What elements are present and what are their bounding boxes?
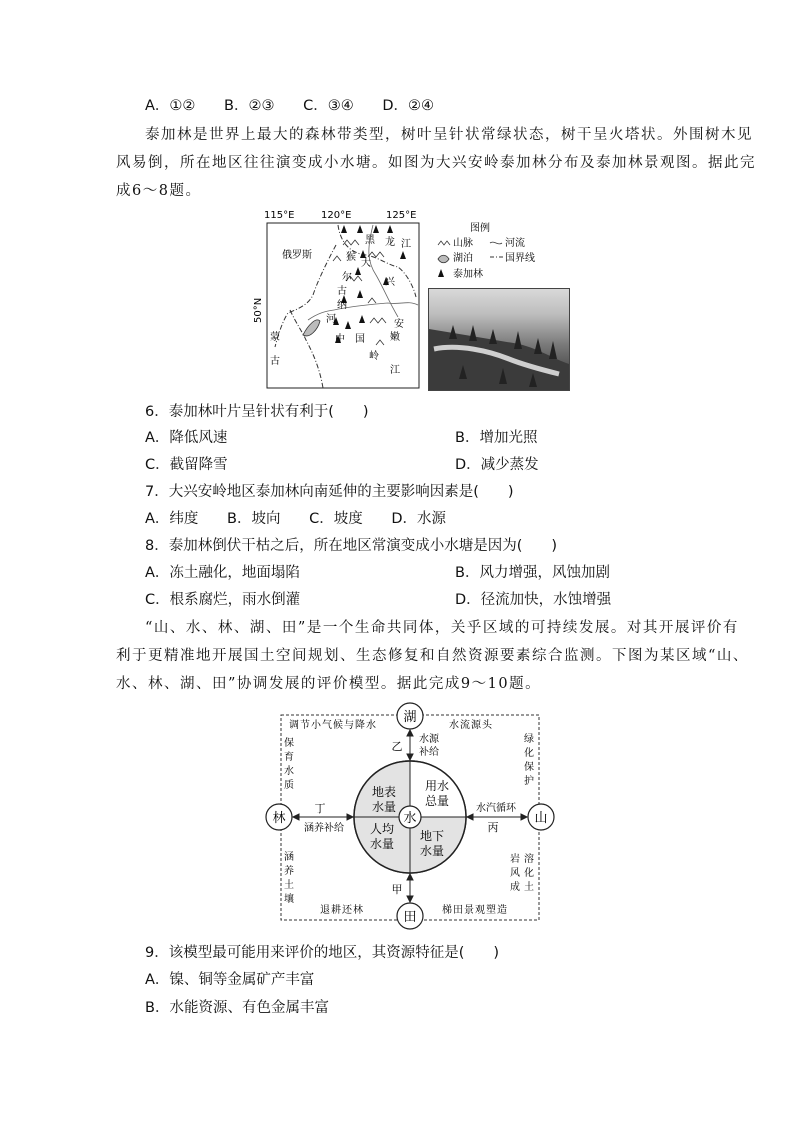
q8-stem: 8．泰加林倒伏干枯之后，所在地区常演变成小水塘是因为( ): [145, 538, 558, 554]
intro1-line3: 成6～8题。: [116, 183, 202, 199]
q6-option-d[interactable]: D．减少蒸发: [455, 457, 539, 473]
svg-text:土: 土: [524, 882, 534, 893]
heilong-char-1: 黑: [365, 235, 375, 246]
water-supply-line2: 补给: [419, 747, 439, 758]
intro2-line1: “山、水、林、湖、田”是一个生命共同体，关乎区域的可持续发展。对其开展评价有: [145, 620, 739, 636]
taiga-landscape-photo: [428, 288, 570, 391]
svg-text:涵: 涵: [284, 852, 294, 863]
q5-options: [145, 96, 458, 116]
climate-regulation-label: 调节小气候与降水: [289, 720, 377, 731]
groundwater-line1: 地下: [419, 829, 445, 843]
guo-char: 猴: [346, 252, 356, 263]
left-upper-vertical: [284, 736, 294, 791]
intro1-line2: 风易倒，所在地区往往演变成小水塘。如图为大兴安岭泰加林分布及泰加林景观图。据此完: [116, 155, 756, 171]
gu2-char: 古: [270, 356, 280, 367]
q7-stem: 7．大兴安岭地区泰加林向南延伸的主要影响因素是( ): [145, 484, 514, 500]
q7-option-b[interactable]: B．坡向: [227, 511, 281, 527]
total-use-line2: 总量: [424, 794, 450, 808]
q5-option-d[interactable]: D．②④: [382, 98, 434, 114]
gu-char: 古: [337, 286, 347, 297]
heilong-char-2: 龙: [385, 237, 395, 248]
lon-115-label: 115°E: [264, 210, 295, 221]
svg-text:化: 化: [524, 748, 534, 759]
q6-option-c[interactable]: C．截留降雪: [145, 457, 228, 473]
svg-text:溶: 溶: [524, 854, 534, 865]
svg-text:保: 保: [284, 738, 294, 749]
ding-label: 丁: [314, 802, 326, 815]
mountain-label: 山: [534, 811, 548, 826]
water-source-label: 水流源头: [449, 720, 493, 731]
an-char-1: 安: [394, 319, 404, 330]
na-char: 纳: [337, 300, 347, 311]
legend-river-label: 河流: [505, 238, 525, 249]
water-label: 水: [403, 811, 417, 826]
right-lower-vertical: [510, 852, 534, 893]
da-char: 大: [361, 258, 371, 269]
legend-taiga-label: 泰加林: [453, 269, 483, 280]
ling-char: 岭: [369, 351, 379, 362]
he-char: 河: [326, 314, 336, 325]
q7-option-c[interactable]: C．坡度: [309, 511, 363, 527]
jia-label: 甲: [391, 883, 403, 896]
q5-option-a[interactable]: A．①②: [145, 98, 196, 114]
svg-text:壤: 壤: [284, 894, 294, 905]
yi-label: 乙: [391, 740, 403, 753]
legend-mountain-label: 山脉: [453, 238, 473, 249]
svg-text:成: 成: [510, 882, 520, 893]
china-label: 中 国: [335, 334, 365, 345]
svg-text:养: 养: [284, 866, 294, 877]
lake-label: 湖: [403, 710, 417, 725]
lon-120-label: 120°E: [321, 210, 352, 221]
q8-option-c[interactable]: C．根系腐烂，雨水倒灌: [145, 592, 301, 608]
per-capita-line1: 人均: [369, 822, 395, 836]
svg-text:绿: 绿: [524, 734, 534, 745]
svg-text:土: 土: [284, 880, 294, 891]
er-char: 尔: [342, 272, 352, 283]
svg-text:水: 水: [284, 766, 294, 777]
lat-50-label: 50°N: [253, 297, 264, 323]
intro2-line2: 利于更精准地开展国土空间规划、生态修复和自然资源要素综合监测。下图为某区域“山、: [116, 648, 749, 664]
svg-text:岩: 岩: [510, 854, 520, 865]
intro1-line1: 泰加林是世界上最大的森林带类型，树叶呈针状常绿状态，树干呈火塔状。外围树木见: [145, 127, 753, 143]
surface-water-line2: 水量: [371, 800, 397, 814]
per-capita-line2: 水量: [369, 837, 395, 851]
field-label: 田: [403, 910, 417, 925]
heilong-char-3: 江: [401, 239, 411, 250]
q6-option-a[interactable]: A．降低风速: [145, 430, 228, 446]
legend-border-label: 国界线: [505, 253, 535, 264]
q6-option-b[interactable]: B．增加光照: [455, 430, 538, 446]
q8-option-a[interactable]: A．冻土融化，地面塌陷: [145, 565, 300, 581]
svg-text:育: 育: [284, 752, 294, 763]
svg-text:化: 化: [524, 868, 534, 879]
svg-text:护: 护: [524, 776, 534, 787]
q7-option-d[interactable]: D．水源: [391, 511, 446, 527]
q5-option-b[interactable]: B．②③: [224, 98, 275, 114]
legend-lake-label: 湖泊: [453, 253, 473, 264]
conserve-supply-label: 涵养补给: [304, 823, 344, 834]
xing-char: 兴: [385, 277, 395, 288]
russia-label: 俄罗斯: [282, 250, 312, 261]
meng-char: 蒙: [270, 332, 280, 343]
svg-text:保: 保: [524, 762, 534, 773]
q9-option-a[interactable]: A．镍、铜等金属矿产丰富: [145, 972, 315, 988]
bing-label: 丙: [487, 821, 499, 834]
total-use-line1: 用水: [424, 779, 450, 793]
vapor-cycle-label: 水汽循环: [476, 803, 516, 814]
q5-option-c[interactable]: C．③④: [303, 98, 354, 114]
lon-125-label: 125°E: [386, 210, 417, 221]
nen-char: 嫩: [390, 332, 400, 343]
water-supply-line1: 水源: [419, 734, 439, 745]
q7-option-a[interactable]: A．纬度: [145, 511, 199, 527]
return-farmland-label: 退耕还林: [320, 905, 364, 916]
surface-water-line1: 地表: [371, 785, 397, 799]
right-upper-vertical: [524, 733, 534, 787]
intro2-line3: 水、林、湖、田”协调发展的评价模型。据此完成9～10题。: [116, 676, 542, 692]
left-lower-vertical: [284, 851, 294, 905]
q8-option-d[interactable]: D．径流加快，水蚀增强: [455, 592, 612, 608]
q6-stem: 6．泰加林叶片呈针状有利于( ): [145, 404, 369, 420]
legend-taiga-icon: [438, 269, 444, 277]
svg-text:质: 质: [284, 780, 294, 791]
terrace-landscape-label: 梯田景观塑造: [442, 905, 508, 916]
q9-stem: 9．该模型最可能用来评价的地区，其资源特征是( ): [145, 945, 500, 961]
q8-option-b[interactable]: B．风力增强，风蚀加剧: [455, 565, 610, 581]
q9-option-b[interactable]: B．水能资源、有色金属丰富: [145, 1000, 329, 1016]
legend-title: 图例: [470, 223, 490, 234]
q7-options: [145, 509, 470, 529]
jiang-char: 江: [390, 365, 400, 376]
evaluation-model-diagram: [262, 700, 562, 934]
svg-text:风: 风: [510, 868, 520, 879]
groundwater-line2: 水量: [419, 844, 445, 858]
forest-label: 林: [272, 811, 286, 826]
